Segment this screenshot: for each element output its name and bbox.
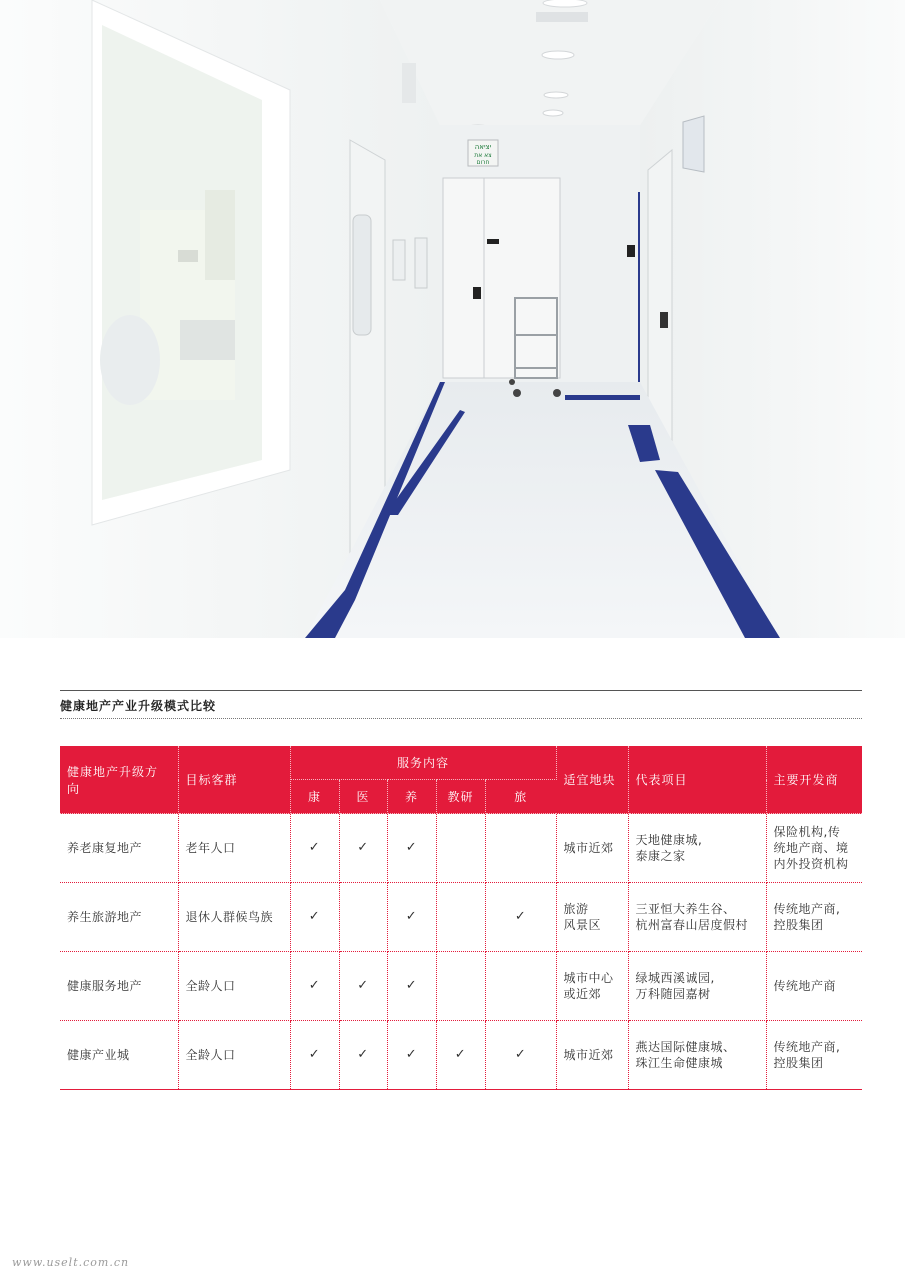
cell-line: 保险机构,传	[773, 825, 841, 839]
check-mark-icon: ✓	[387, 814, 436, 883]
cell-line: 传统地产商,	[773, 1040, 841, 1054]
cell-line: 旅游	[563, 902, 589, 916]
check-mark-icon: ✓	[290, 814, 339, 883]
check-mark-icon: ✓	[436, 1021, 485, 1090]
title-top-rule	[60, 690, 862, 691]
comparison-table	[60, 746, 862, 1090]
cell-projects	[628, 1021, 766, 1090]
cell-line: 天地健康城,	[635, 833, 703, 847]
cell-direction: 健康产业城	[60, 1021, 178, 1090]
cell-line: 传统地产商	[773, 979, 837, 993]
cell-developers	[766, 814, 862, 883]
check-mark-icon: ✓	[485, 883, 556, 952]
check-mark-icon	[436, 814, 485, 883]
check-mark-icon: ✓	[387, 883, 436, 952]
header-developers: 主要开发商	[766, 746, 862, 814]
cell-direction: 养生旅游地产	[60, 883, 178, 952]
check-mark-icon: ✓	[290, 952, 339, 1021]
exit-sign-line-1: יציאה	[474, 143, 492, 151]
cell-line: 泰康之家	[635, 849, 686, 863]
cell-line: 城市中心	[563, 971, 614, 985]
check-mark-icon: ✓	[387, 952, 436, 1021]
header-service-jiaoyan: 教研	[436, 780, 485, 814]
exit-sign-line-3: חרום	[476, 159, 490, 166]
cell-developers	[766, 952, 862, 1021]
check-mark-icon	[485, 814, 556, 883]
cell-target: 退休人群候鸟族	[178, 883, 290, 952]
cell-line: 三亚恒大养生谷、	[635, 902, 736, 916]
check-mark-icon	[436, 883, 485, 952]
table-row	[60, 814, 862, 883]
cell-line: 风景区	[563, 918, 602, 932]
header-direction: 健康地产升级方向	[60, 746, 178, 814]
cell-line: 杭州富春山居度假村	[635, 918, 749, 932]
cell-line: 绿城西溪诚园,	[635, 971, 715, 985]
cell-target: 全龄人口	[178, 1021, 290, 1090]
cell-line: 珠江生命健康城	[635, 1056, 724, 1070]
check-mark-icon: ✓	[290, 883, 339, 952]
header-location: 适宜地块	[556, 746, 628, 814]
cell-location	[556, 1021, 628, 1090]
check-mark-icon: ✓	[339, 1021, 387, 1090]
header-service-kang: 康	[290, 780, 339, 814]
cell-line: 燕达国际健康城、	[635, 1040, 736, 1054]
cell-direction: 养老康复地产	[60, 814, 178, 883]
cell-projects	[628, 952, 766, 1021]
table-row	[60, 1021, 862, 1090]
corridor-photo	[0, 0, 905, 638]
section-title: 健康地产产业升级模式比较	[60, 699, 217, 713]
check-mark-icon: ✓	[339, 952, 387, 1021]
cell-line: 统地产商、境	[773, 841, 849, 855]
check-mark-icon: ✓	[290, 1021, 339, 1090]
exit-sign-line-2: צא את	[474, 152, 492, 159]
cell-developers	[766, 1021, 862, 1090]
cell-line: 城市近郊	[563, 1048, 614, 1062]
cell-location	[556, 814, 628, 883]
cell-line: 内外投资机构	[773, 857, 849, 871]
header-target: 目标客群	[178, 746, 290, 814]
cell-line: 控股集团	[773, 1056, 824, 1070]
header-service-yi: 医	[339, 780, 387, 814]
cell-line: 传统地产商,	[773, 902, 841, 916]
check-mark-icon: ✓	[387, 1021, 436, 1090]
cell-target: 老年人口	[178, 814, 290, 883]
cell-line: 城市近郊	[563, 841, 614, 855]
header-services-group: 服务内容	[290, 746, 556, 780]
check-mark-icon: ✓	[485, 1021, 556, 1090]
cell-location	[556, 952, 628, 1021]
title-bottom-rule	[60, 718, 862, 719]
watermark: www.uselt.com.cn	[12, 1256, 130, 1269]
table-row	[60, 883, 862, 952]
cell-line: 控股集团	[773, 918, 824, 932]
check-mark-icon	[485, 952, 556, 1021]
cell-projects	[628, 883, 766, 952]
cell-developers	[766, 883, 862, 952]
cell-projects	[628, 814, 766, 883]
cell-direction: 健康服务地产	[60, 952, 178, 1021]
cell-line: 或近郊	[563, 987, 602, 1001]
check-mark-icon	[339, 883, 387, 952]
cell-location	[556, 883, 628, 952]
cell-target: 全龄人口	[178, 952, 290, 1021]
header-service-yang: 养	[387, 780, 436, 814]
check-mark-icon: ✓	[339, 814, 387, 883]
cell-line: 万科随园嘉树	[635, 987, 711, 1001]
header-service-lv: 旅	[485, 780, 556, 814]
header-projects: 代表项目	[628, 746, 766, 814]
header-row-1	[60, 746, 862, 780]
table-row	[60, 952, 862, 1021]
check-mark-icon	[436, 952, 485, 1021]
